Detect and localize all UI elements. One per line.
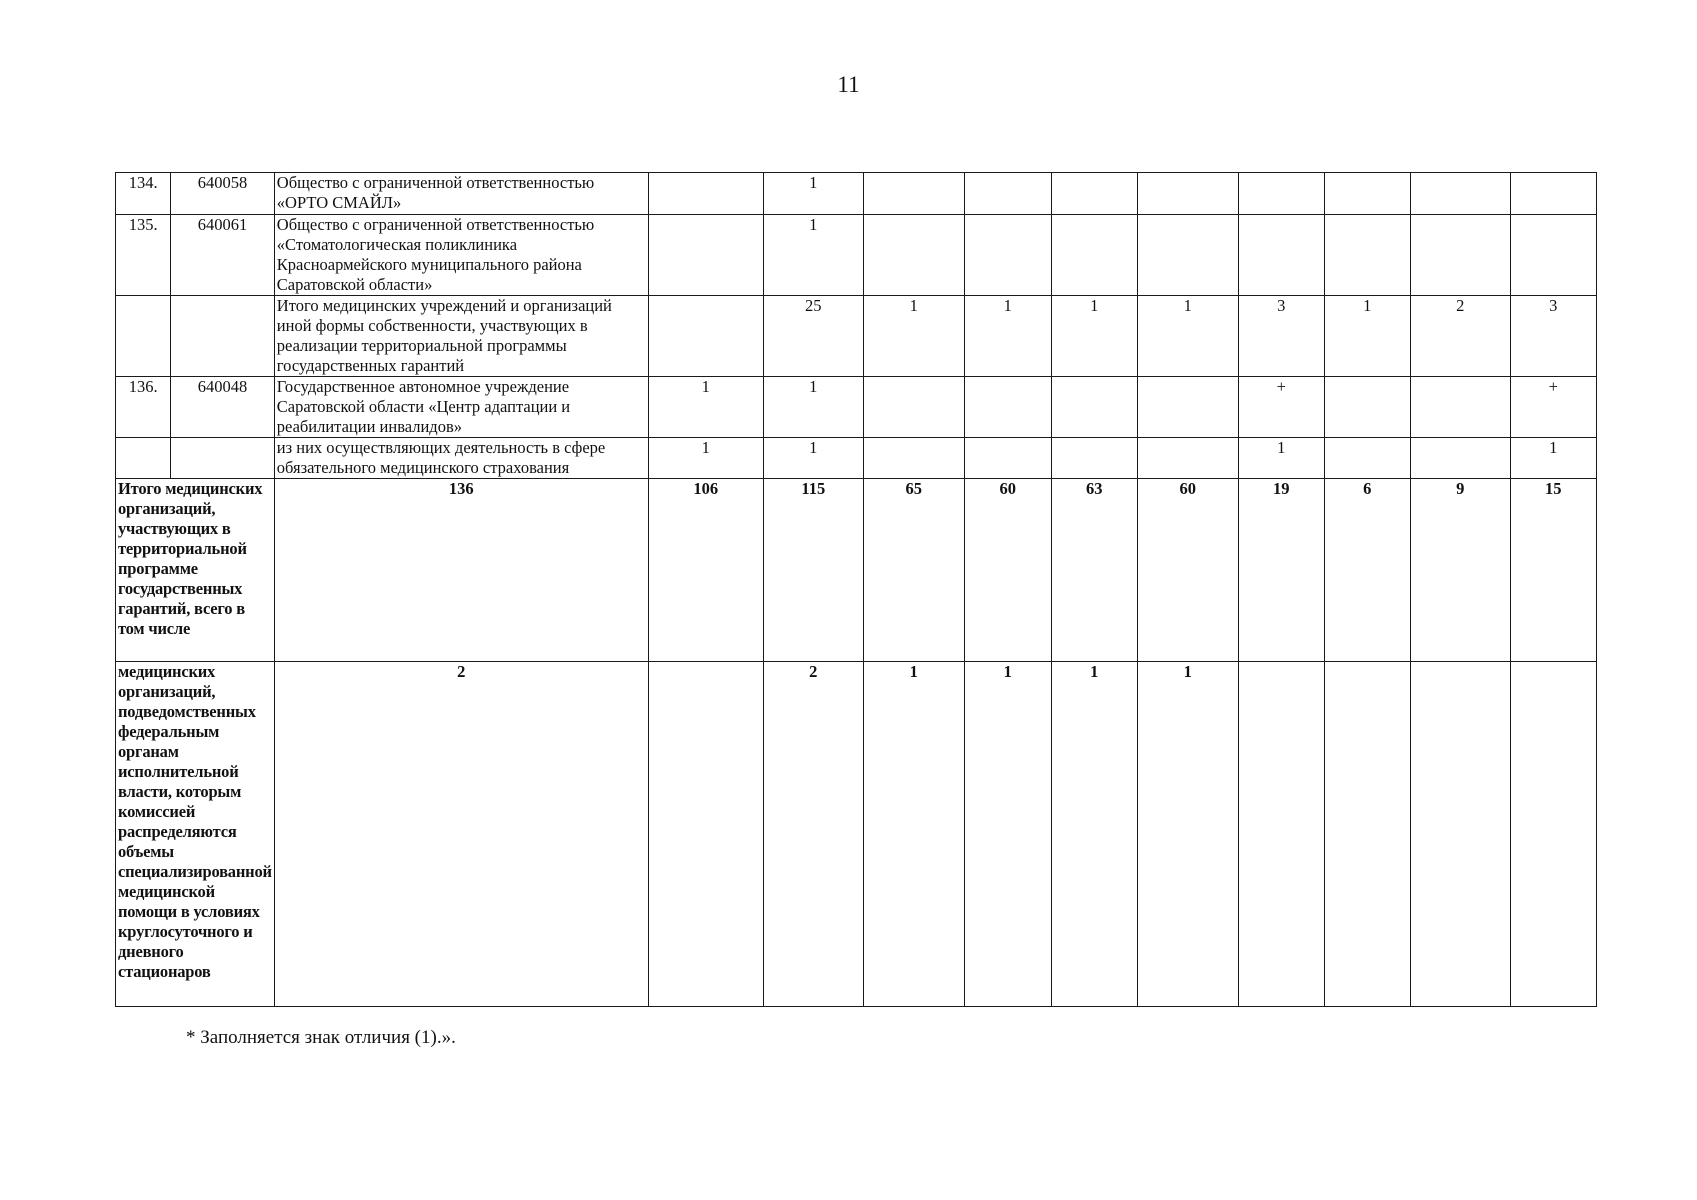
table-row	[116, 215, 1597, 296]
org-code	[171, 296, 275, 377]
federal-count: 2	[274, 662, 648, 1007]
table-row	[116, 296, 1597, 377]
value-cell	[1051, 173, 1137, 215]
value-cell: 1	[763, 173, 863, 215]
value-cell	[1324, 173, 1410, 215]
value-cell	[648, 662, 763, 1007]
value-cell: 63	[1051, 479, 1137, 662]
org-code: 640058	[171, 173, 275, 215]
value-cell	[964, 215, 1051, 296]
value-cell	[1324, 215, 1410, 296]
row-number: 134.	[116, 173, 171, 215]
value-cell: 60	[1137, 479, 1238, 662]
value-cell: 19	[1238, 479, 1324, 662]
value-cell: 65	[863, 479, 964, 662]
value-cell: 1	[964, 296, 1051, 377]
value-cell	[964, 173, 1051, 215]
value-cell	[1137, 377, 1238, 438]
value-cell	[863, 173, 964, 215]
value-cell	[648, 296, 763, 377]
org-code	[171, 438, 275, 479]
value-cell: 1	[763, 377, 863, 438]
value-cell	[1410, 377, 1510, 438]
row-number: 135.	[116, 215, 171, 296]
value-cell: 15	[1510, 479, 1596, 662]
value-cell	[1238, 662, 1324, 1007]
value-cell: 1	[1510, 438, 1596, 479]
value-cell: +	[1510, 377, 1596, 438]
value-cell	[648, 215, 763, 296]
value-cell: 6	[1324, 479, 1410, 662]
table-row	[116, 377, 1597, 438]
value-cell	[1051, 438, 1137, 479]
value-cell: 1	[1137, 662, 1238, 1007]
value-cell	[964, 377, 1051, 438]
value-cell	[648, 173, 763, 215]
federal-label: медицинских организаций, подведомственных федеральным органам исполнительной власти, которым комиссией распределяются объемы специализированной медицинской помощи в условиях круглосуточного и дневного стационаров	[116, 662, 275, 1007]
value-cell	[1324, 377, 1410, 438]
row-number	[116, 296, 171, 377]
total-count: 136	[274, 479, 648, 662]
value-cell	[1238, 173, 1324, 215]
value-cell	[863, 377, 964, 438]
org-code: 640061	[171, 215, 275, 296]
value-cell: 1	[863, 662, 964, 1007]
row-number: 136.	[116, 377, 171, 438]
page-number: 11	[837, 72, 860, 97]
value-cell: 1	[964, 662, 1051, 1007]
value-cell: 1	[863, 296, 964, 377]
value-cell: 1	[1051, 296, 1137, 377]
org-name: Общество с ограниченной ответственностью «Стоматологическая поликлиника Красноармейского муниципального района Саратовской области»	[274, 215, 648, 296]
value-cell	[1410, 215, 1510, 296]
total-row	[116, 479, 1597, 662]
total-label: Итого медицинских организаций, участвующих в территориальной программе государственных гарантий, всего в том числе	[116, 479, 275, 662]
value-cell: 1	[763, 215, 863, 296]
value-cell	[1051, 377, 1137, 438]
value-cell: 1	[1137, 296, 1238, 377]
value-cell	[1410, 662, 1510, 1007]
org-name: из них осуществляющих деятельность в сфере обязательного медицинского страхования	[274, 438, 648, 479]
org-name: Итого медицинских учреждений и организаций иной формы собственности, участвующих в реализации территориальной программы государственных гарантий	[274, 296, 648, 377]
value-cell	[1410, 438, 1510, 479]
value-cell	[1051, 215, 1137, 296]
federal-subtotal-row	[116, 662, 1597, 1007]
org-code: 640048	[171, 377, 275, 438]
value-cell	[1324, 662, 1410, 1007]
value-cell	[1510, 215, 1596, 296]
value-cell: 1	[1238, 438, 1324, 479]
value-cell: 1	[648, 438, 763, 479]
value-cell: 106	[648, 479, 763, 662]
value-cell	[1238, 215, 1324, 296]
table-row	[116, 173, 1597, 215]
value-cell: 9	[1410, 479, 1510, 662]
value-cell	[964, 438, 1051, 479]
value-cell: 3	[1238, 296, 1324, 377]
value-cell	[1324, 438, 1410, 479]
value-cell: 1	[1051, 662, 1137, 1007]
value-cell	[1137, 173, 1238, 215]
value-cell	[1510, 662, 1596, 1007]
value-cell: 1	[1324, 296, 1410, 377]
value-cell	[863, 215, 964, 296]
org-name: Государственное автономное учреждение Саратовской области «Центр адаптации и реабилитации инвалидов»	[274, 377, 648, 438]
value-cell	[1137, 438, 1238, 479]
value-cell	[1510, 173, 1596, 215]
row-number	[116, 438, 171, 479]
value-cell: 2	[1410, 296, 1510, 377]
value-cell: 1	[648, 377, 763, 438]
value-cell	[1410, 173, 1510, 215]
value-cell	[863, 438, 964, 479]
value-cell: 115	[763, 479, 863, 662]
org-name: Общество с ограниченной ответственностью «ОРТО СМАЙЛ»	[274, 173, 648, 215]
footnote: * Заполняется знак отличия (1).».	[186, 1027, 456, 1048]
value-cell: +	[1238, 377, 1324, 438]
organizations-table	[115, 172, 1597, 1007]
value-cell	[1137, 215, 1238, 296]
value-cell: 1	[763, 438, 863, 479]
value-cell: 25	[763, 296, 863, 377]
value-cell: 60	[964, 479, 1051, 662]
value-cell: 3	[1510, 296, 1596, 377]
value-cell: 2	[763, 662, 863, 1007]
table-row	[116, 438, 1597, 479]
